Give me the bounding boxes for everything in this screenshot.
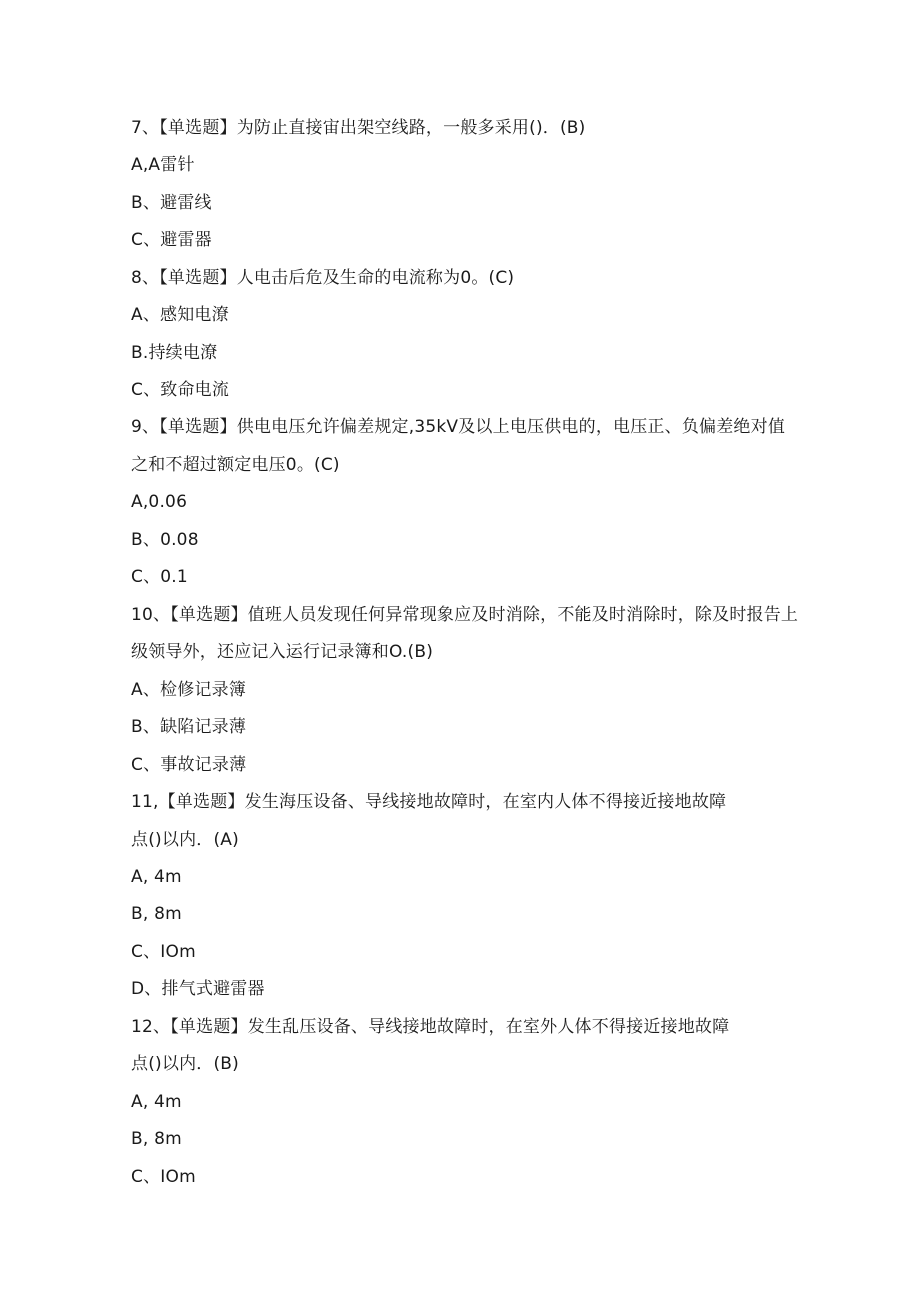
question-10-text-line-1: 10、【单选题】值班人员发现任何异常现象应及时消除，不能及时消除时，除及时报告上 <box>131 605 799 625</box>
question-11-text-line-1: 11,【单选题】发生海压设备、导线接地故障时，在室内人体不得接近接地故障 <box>131 792 727 812</box>
question-10-option-c: C、事故记录薄 <box>131 755 247 775</box>
question-8-option-b: B.持续电潦 <box>131 343 218 363</box>
question-10-option-a: A、检修记录簿 <box>131 680 247 700</box>
question-9-option-c: C、0.1 <box>131 567 188 587</box>
question-8-text: 8、【单选题】人电击后危及生命的电流称为0。(C) <box>131 268 515 288</box>
question-9-option-a: A,0.06 <box>131 492 188 512</box>
question-7-option-c: C、避雷器 <box>131 230 212 250</box>
question-9-option-b: B、0.08 <box>131 530 199 550</box>
question-12-option-a: A, 4m <box>131 1092 182 1112</box>
question-11-option-d: D、排气式避雷器 <box>131 979 265 999</box>
question-12-option-b: B, 8m <box>131 1129 182 1149</box>
question-11-option-a: A, 4m <box>131 867 182 887</box>
question-11-option-c: C、IOm <box>131 942 196 962</box>
question-12-text-line-1: 12、【单选题】发生乱压设备、导线接地故障时，在室外人体不得接近接地故障 <box>131 1017 730 1037</box>
question-11-text-line-2: 点()以内．(A) <box>131 830 239 850</box>
question-7-option-b: B、避雷线 <box>131 193 212 213</box>
question-8-option-c: C、致命电流 <box>131 380 230 400</box>
question-10-text-line-2: 级领导外，还应记入运行记录簿和O.(B) <box>131 642 434 662</box>
question-9-text-line-2: 之和不超过额定电压0。(C) <box>131 455 340 475</box>
question-7-option-a: A,A雷针 <box>131 155 195 175</box>
question-7-text: 7、【单选题】为防止直接宙出架空线路，一般多采用()．(B) <box>131 118 586 138</box>
question-9-text-line-1: 9、【单选题】供电电压允许偏差规定,35kV及以上电压供电的，电压正、负偏差绝对值 <box>131 417 786 437</box>
question-12-text-line-2: 点()以内．(B) <box>131 1054 239 1074</box>
question-8-option-a: A、感知电潦 <box>131 305 229 325</box>
question-12-option-c: C、IOm <box>131 1167 196 1187</box>
question-11-option-b: B, 8m <box>131 904 182 924</box>
question-10-option-b: B、缺陷记录薄 <box>131 717 247 737</box>
